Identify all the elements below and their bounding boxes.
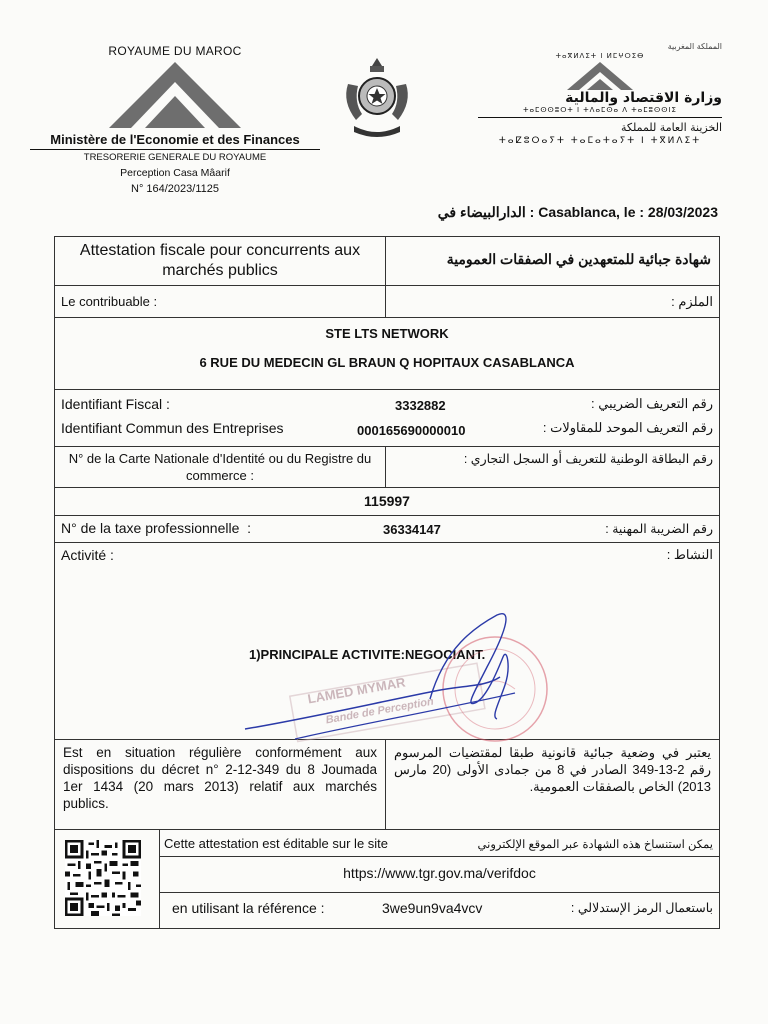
taxpayer-name: STE LTS NETWORK [325,326,449,341]
header-arabic-block [478,42,722,146]
professional-tax-label-fr: N° de la taxe professionnelle : [61,520,252,536]
title-ar-cell [386,237,720,286]
activity-label-fr: Activité : [61,547,114,563]
identifiers-cell [55,390,720,447]
perception-label: Perception Casa Mâarif [120,167,230,179]
cni-label-ar-cell [386,447,720,488]
taxpayer-label-fr: Le contribuable : [61,294,158,309]
header-french-block [30,44,320,195]
tifinagh-treasury-label: ⵜⴰⵇⵓⵔⴰⵢⵜ ⵜⴰⵎⴰⵜⴰⵢⵜ ⵏ ⵜⴳⵍⴷⵉⵜ [498,136,702,146]
attestation-table [54,236,720,929]
fiscal-id-label-ar: رقم التعريف الضريبي : [590,396,713,411]
reference-value: 3we9un9va4vcv [382,900,483,916]
ice-value: 000165690000010 [357,423,466,438]
stamp-line-2: Bande de Perception [324,695,435,727]
document-number: N° 164/2023/1125 [131,183,219,195]
arabic-kingdom-label: المملكة المغربية [667,42,722,51]
header-divider [30,149,320,150]
fiscal-id-value: 3332882 [395,398,446,413]
verification-cell [55,830,720,929]
taxpayer-label-ar: الملزم : [671,294,713,309]
cni-value-cell [55,488,720,516]
activity-value: 1)PRINCIPALE ACTIVITE:NEGOCIANT. [249,647,486,662]
royal-emblem-icon [340,54,414,142]
taxpayer-identity-cell [55,318,720,390]
verification-url-link[interactable]: https://www.tgr.gov.ma/verifdoc [343,865,536,881]
stamp-line-1: LAMED MYMAR [306,674,407,707]
cni-value: 115997 [364,493,410,509]
taxpayer-address: 6 RUE DU MEDECIN GL BRAUN Q HOPITAUX CASABLANCA [199,355,575,370]
cni-label-fr-cell [55,447,386,488]
ministry-label: Ministère de l'Economie et des Finances [50,132,300,147]
signature-icon [235,607,535,747]
professional-tax-cell [55,516,720,543]
tifinagh-kingdom-label: ⵜⴰⴳⵍⴷⵉⵜ ⵏ ⵍⵎⵖⵔⵉⴱ [555,52,645,60]
title-ar: شهادة جبائية للمتعهدين في الصفقات العمومية [446,251,711,267]
ministry-logo [75,58,275,130]
status-fr: Est en situation régulière conformément aux dispositions du décret n° 2-12-349 du 8 Joumada 1er 1434 (20 mars 2013) relatif aux marchés publics. [63,745,377,811]
kingdom-label: ROYAUME DU MAROC [108,44,242,58]
verification-reference-row [159,892,719,928]
status-fr-cell [55,740,386,830]
status-ar-cell [386,740,720,830]
cni-label-ar: رقم البطاقة الوطنية للتعريف أو السجل التجاري : [463,452,713,466]
title-fr-cell [55,237,386,286]
treasury-label: TRESORERIE GENERALE DU ROYAUME [83,152,267,163]
date-line: الدارالبيضاء في : Casablanca, le : 28/03/2023 [437,204,718,220]
activity-cell [55,543,720,740]
verification-line-ar: يمكن استنساخ هذه الشهادة عبر الموقع الإلكتروني [477,839,713,851]
reference-label-fr: en utilisant la référence : [172,900,325,916]
professional-tax-value: 36334147 [383,522,441,537]
arabic-ministry-label: وزارة الاقتصاد والمالية [565,90,722,106]
arabic-treasury-label: الخزينة العامة للمملكة [620,121,722,134]
verification-url-row [159,856,719,893]
qr-code-icon[interactable] [65,840,141,921]
reference-label-ar: باستعمال الرمز الإستدلالي : [570,901,713,915]
ice-label-fr: Identifiant Commun des Entreprises [61,420,284,436]
taxpayer-label-ar-cell [386,286,720,318]
arabic-header-divider [478,117,722,118]
verification-line-row [159,830,719,857]
title-fr: Attestation fiscale pour concurrents aux marchés publics [79,242,361,279]
fiscal-id-label-fr: Identifiant Fiscal : [61,396,170,412]
ice-label-ar: رقم التعريف الموحد للمقاولات : [542,420,713,435]
cni-label-fr: N° de la Carte Nationale d'Identité ou du Registre du commerce : [68,451,372,483]
tifinagh-ministry-label: ⵜⴰⵎⵙⵙⵓⵔⵜ ⵏ ⵜⴷⴰⵎⵙⴰ ⴷ ⵜⴰⵎⵓⵙⵙⵏⵉ [523,106,677,114]
ministry-logo-small [478,60,722,90]
taxpayer-label-fr-cell [55,286,386,318]
verification-line-fr: Cette attestation est éditable sur le site [164,836,389,851]
status-ar: يعتبر في وضعية جبائية قانونية طبقا لمقتضيات المرسوم رقم 2-13-349 الصادر في 8 من جمادى الأولى (20 مارس 2013) الخاص بالصفقات العمومية. [394,745,711,794]
activity-label-ar: النشاط : [666,547,713,562]
professional-tax-label-ar: رقم الضريبة المهنية : [605,522,713,536]
